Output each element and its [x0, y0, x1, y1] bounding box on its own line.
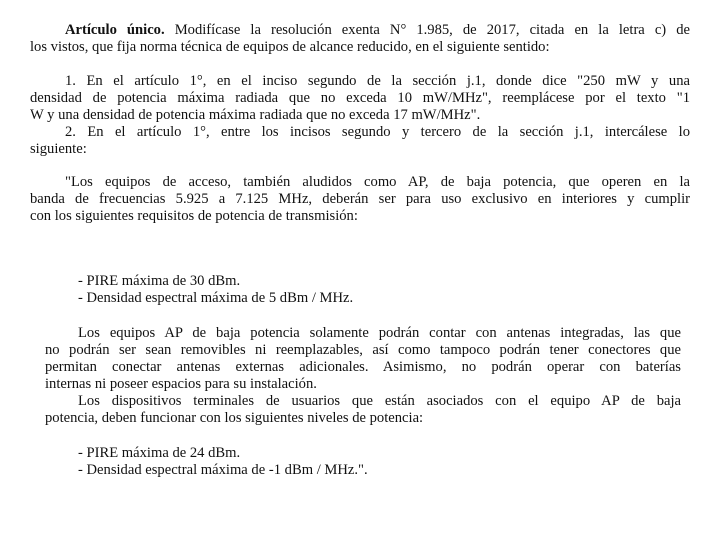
quote-line-2: banda de frecuencias 5.925 a 7.125 MHz, deberán ser para uso exclusivo en interiores y cumplir [30, 191, 690, 207]
client-paragraph-line-1: Los dispositivos terminales de usuarios que están asociados con el equipo AP de baja [78, 393, 681, 409]
quote-line-1: "Los equipos de acceso, también aludidos como AP, de baja potencia, que operen en la [65, 174, 690, 190]
item-2-line-1: 2. En el artículo 1°, entre los incisos segundo y tercero de la sección j.1, intercálese lo [65, 124, 690, 140]
item-2-line-2: siguiente: [30, 141, 87, 157]
client-requirement-2: - Densidad espectral máxima de -1 dBm / MHz.". [78, 462, 368, 478]
article-text: Modifícase la resolución exenta N° 1.985, de 2017, citada en la letra c) de [174, 22, 690, 38]
item-1-line-1: 1. En el artículo 1°, en el inciso segundo de la sección j.1, donde dice "250 mW y una [65, 73, 690, 89]
item-1-line-2: densidad de potencia máxima radiada que no exceda 10 mW/MHz", reemplácese por el texto "1 [30, 90, 690, 106]
ap-requirement-1: - PIRE máxima de 30 dBm. [78, 273, 241, 289]
item-1-line-3: W y una densidad de potencia máxima radiada que no exceda 17 mW/MHz". [30, 107, 481, 123]
quote-line-3: con los siguientes requisitos de potencia de transmisión: [30, 208, 358, 224]
client-paragraph-line-2: potencia, deben funcionar con los siguientes niveles de potencia: [45, 410, 424, 426]
article-paragraph-line-1 [65, 22, 690, 39]
ap-paragraph-line-2: no podrán ser sean removibles ni reemplazables, así como tampoco podrán tener conectores que [45, 342, 681, 358]
article-paragraph-line-2: los vistos, que fija norma técnica de equipos de alcance reducido, en el siguiente sentido: [30, 39, 550, 55]
ap-paragraph-line-3: permitan conectar antenas externas adicionales. Asimismo, no podrán operar con baterías [45, 359, 681, 375]
ap-paragraph-line-1: Los equipos AP de baja potencia solamente podrán contar con antenas integradas, las que [78, 325, 681, 341]
client-requirement-1: - PIRE máxima de 24 dBm. [78, 445, 241, 461]
article-heading: Artículo único. [65, 22, 165, 38]
ap-requirement-2: - Densidad espectral máxima de 5 dBm / MHz. [78, 290, 354, 306]
ap-paragraph-line-4: internas ni poseer espacios para su instalación. [45, 376, 317, 392]
